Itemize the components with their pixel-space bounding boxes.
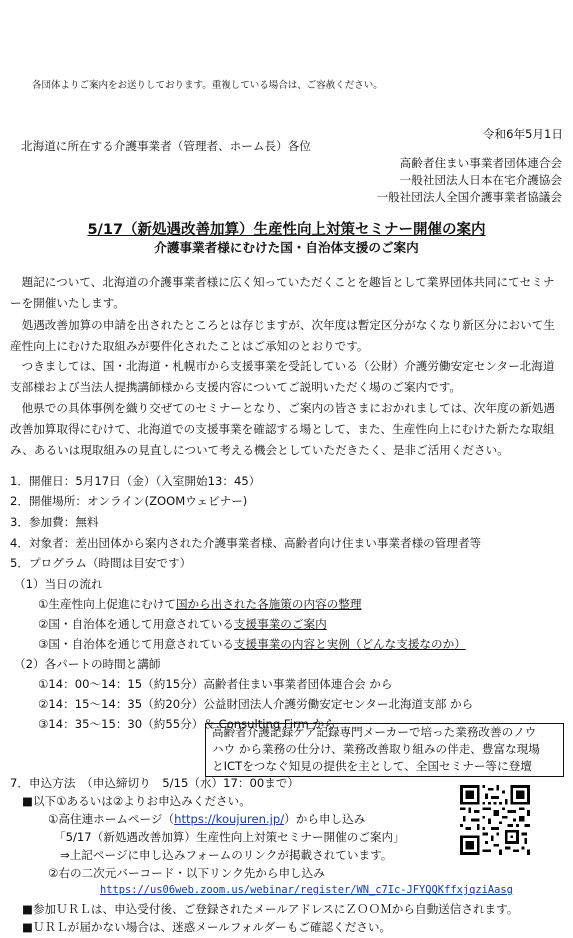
speaker-description-box [205,723,564,777]
item-program: 5．プログラム（時間は目安です） [10,556,192,570]
option-1-suffix: ）から申し込み [284,812,366,826]
flow-heading: （1）当日の流れ [14,577,103,591]
flow-item-3-underlined: 支援事業の内容と実例（どんな支援なのか） [233,637,466,651]
note-spam-folder: ■ＵＲＬが届かない場合は、迷惑メールフォルダーもご確認ください。 [22,920,392,934]
item-date: 1．開催日：5月17日（金）（入室開始13：45） [10,474,261,488]
option-1-page-name: 「5/17（新処遇改善加算）生産性向上対策セミナー開催のご案内」 [54,830,405,844]
qr-code-icon[interactable] [460,785,530,855]
option-1-prefix: ①高住連ホームページ（ [48,812,175,826]
part-2: ②14：15～14：35（約20分）公益財団法人介護労働安定センター北海道支部 から [38,697,474,711]
sender-1: 高齢者住まい事業者団体連合会 [399,156,562,170]
notice-text: 各団体よりご案内をお送りしております。重複している場合は、ご容赦ください。 [32,80,383,91]
sender-2: 一般社団法人日本在宅介護協会 [399,173,562,187]
flow-item-3 [38,637,466,652]
note-url-delivery: ■参加ＵＲＬは、申込受付後、ご登録されたメールアドレスにＺＯＯＭから自動送信されます。 [22,902,519,916]
box-line-2: ハウ から業務の仕分け、業務改善取り組みの伴走、豊富な現場 [212,742,540,756]
flow-item-1-prefix: ①生産性向上促進にむけて [38,597,176,611]
part-3: ③14：35～15：30（約55分）＆ Consulting Firm から [38,717,336,731]
sender-3: 一般社団法人全国介護事業者協議会 [376,190,562,204]
flow-item-3-prefix: ③国・自治体を通じて用意されている [38,637,234,651]
application-intro: ■以下①あるいは②よりお申込みください。 [22,794,251,808]
paragraph-2: 処遇改善加算の申請を出されたところとは存じますが、次年度は暫定区分がなくなり新区分において生産性向上にむけた取組みが要件化されたことはご承知のとおりです。 [10,318,555,353]
flow-item-2-prefix: ②国・自治体を通して用意されている [38,617,234,631]
recipient-line: 北海道に所在する介護事業者（管理者、ホーム長）各位 [21,139,311,153]
option-2: ②右の二次元バーコード・以下リンク先から申し込み [48,866,325,880]
zoom-register-link[interactable]: https://us06web.zoom.us/webinar/register/WN_c7Ic-JFYQQKffxjqziAasg [100,884,513,896]
item-venue: 2．開催場所：オンライン(ZOOMウェビナー) [10,494,248,508]
issue-date: 令和6年5月1日 [482,127,563,141]
item-fee: 3．参加費：無料 [10,515,99,529]
paragraph-4: 他県での具体事例を織り交ぜてのセミナーとなり、ご案内の皆さまにおかれましては、次年度の新処遇改善加算取得にむけて、北海道での支援事業を確認する場として、また、生産性向上にむけた新たな取組み、あるいは現取組みの見直しについて考える機会としていただきたく、是非ご活用ください。 [10,401,555,457]
paragraph-1: 題記について、北海道の介護事業者様に広く知っていただくことを趣旨として業界団体共同にてセミナーを開催いたします。 [10,275,555,310]
parts-heading: （2）各パートの時間と講師 [14,657,161,671]
koujuren-link[interactable]: https://koujuren.jp/ [174,812,285,826]
box-line-1: 高齢者介護記録ケア記録専門メーカーで培った業務改善のノウ [212,725,537,739]
part-1: ①14：00～14：15（約15分）高齢者住まい事業者団体連合会 から [38,677,393,691]
option-1 [48,812,365,827]
item-target: 4．対象者：差出団体から案内された介護事業者様、高齢者向け住まい事業者様の管理者等 [10,536,482,550]
document-subtitle: 介護事業者様にむけた国・自治体支援のご案内 [154,240,419,255]
box-line-3: とICTをつなぐ知見の提供を主として、全国セミナー等に登壇 [212,759,532,773]
paragraph-3: つきましては、国・北海道・札幌市から支援事業を受託している（公財）介護労働安定センター北海道支部様および当法人提携講師様から支援内容についてご説明いただく場のご案内です。 [10,359,555,394]
flow-item-2 [38,617,327,632]
flow-item-1-underlined: 国から出された各施策の内容の整理 [175,597,362,611]
option-1-arrow-note: ⇒上記ページに申し込みフォームのリンクが掲載されています。 [60,848,393,862]
flow-item-2-underlined: 支援事業のご案内 [233,617,327,631]
application-heading: 7．申込方法 （申込締切り 5/15（水）17：00まで） [10,776,299,790]
flow-item-1 [38,597,361,612]
document-title: 5/17（新処遇改善加算）生産性向上対策セミナー開催の案内 [87,222,486,238]
